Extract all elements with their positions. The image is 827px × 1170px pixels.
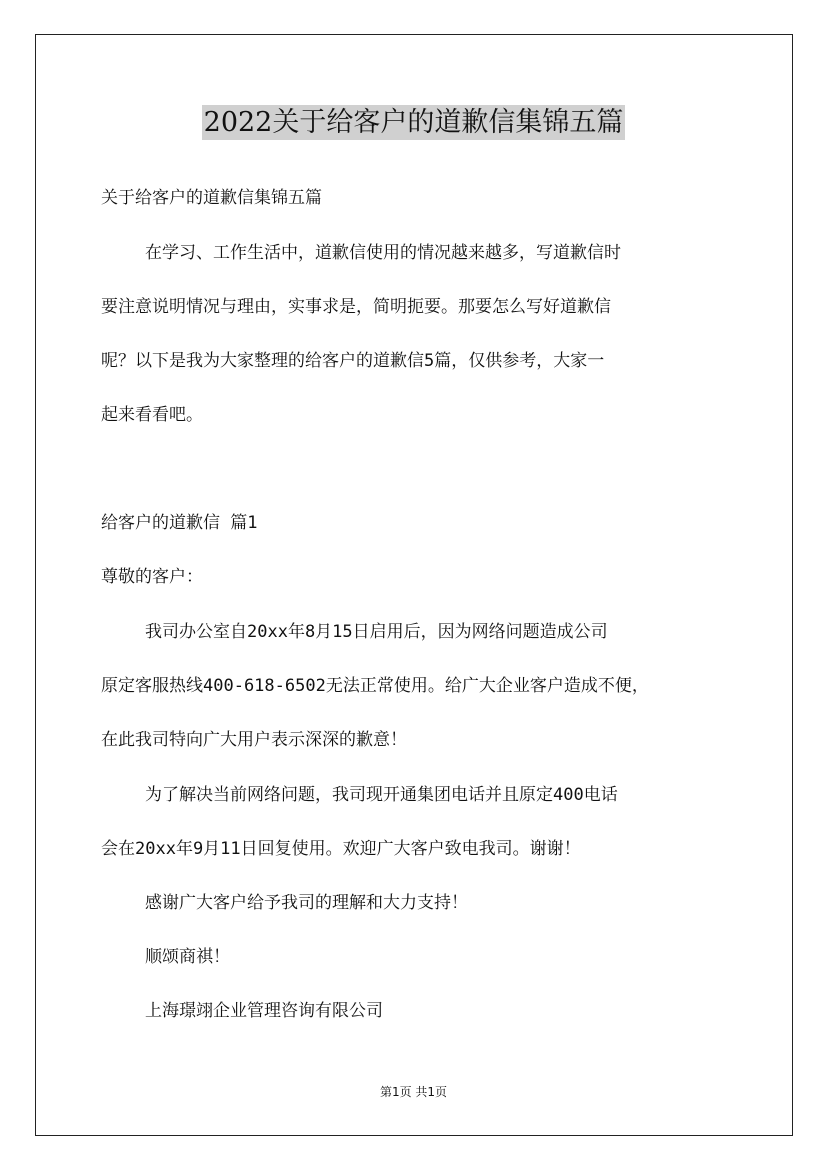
salutation: 尊敬的客户：	[101, 567, 203, 587]
page-footer: 第1页 共1页	[379, 1085, 448, 1099]
intro-line-4: 起来看看吧。	[101, 405, 203, 425]
document-title: 2022关于给客户的道歉信集锦五篇	[203, 107, 624, 138]
body-line-1: 我司办公室自20xx年8月15日启用后，因为网络问题造成公司	[145, 622, 608, 642]
body-line-6: 感谢广大客户给予我司的理解和大力支持！	[145, 893, 468, 913]
closing-greeting: 顺颂商祺！	[145, 947, 230, 967]
intro-line-1: 在学习、工作生活中，道歉信使用的情况越来越多，写道歉信时	[145, 243, 621, 263]
intro-line-2: 要注意说明情况与理由，实事求是，简明扼要。那要怎么写好道歉信	[101, 297, 611, 317]
body-line-4: 为了解决当前网络问题，我司现开通集团电话并且原定400电话	[145, 785, 618, 805]
company-signature: 上海璟翊企业管理咨询有限公司	[145, 1001, 383, 1021]
subtitle: 关于给客户的道歉信集锦五篇	[101, 188, 322, 208]
section-heading: 给客户的道歉信 篇1	[101, 513, 258, 533]
body-line-2: 原定客服热线400-618-6502无法正常使用。给广大企业客户造成不便，	[101, 676, 649, 696]
intro-line-3: 呢？以下是我为大家整理的给客户的道歉信5篇，仅供参考，大家一	[101, 351, 605, 371]
body-line-5: 会在20xx年9月11日回复使用。欢迎广大客户致电我司。谢谢！	[101, 839, 581, 859]
body-line-3: 在此我司特向广大用户表示深深的歉意！	[101, 730, 407, 750]
